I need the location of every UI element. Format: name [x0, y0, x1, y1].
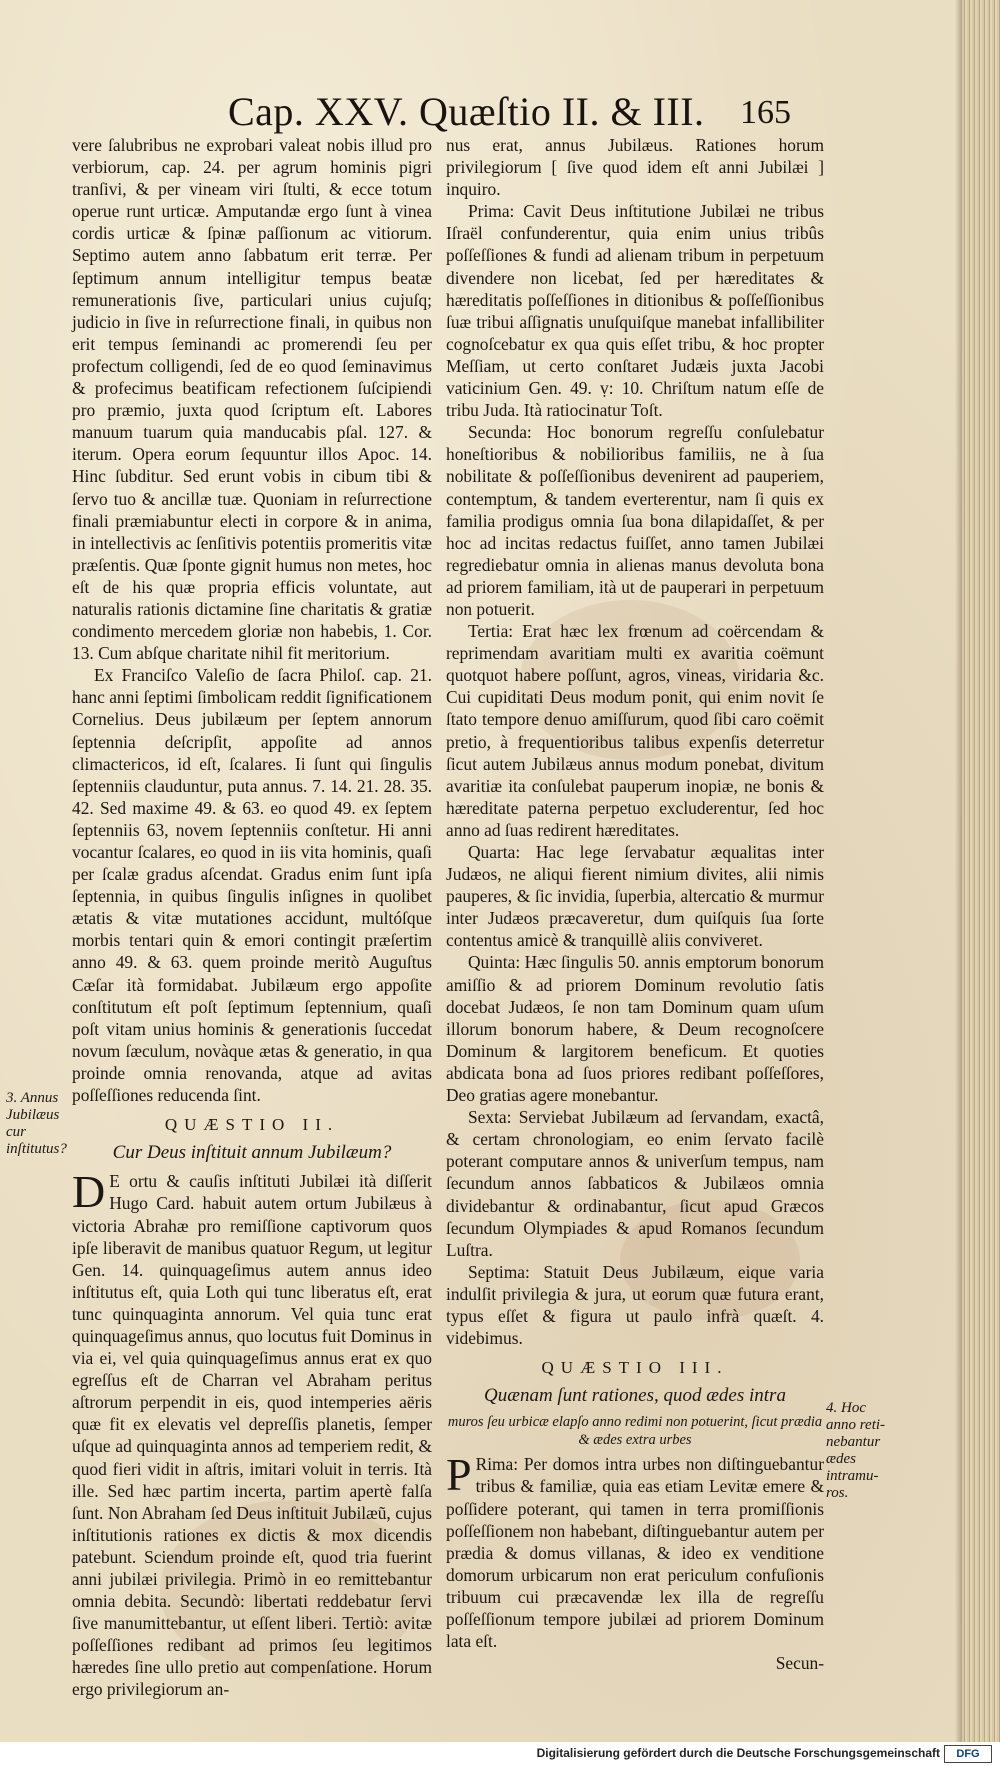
- paragraph: vere ſalubribus ne exprobari valeat nobis illud pro verbiorum, cap. 24. per agrum hominis pigri tranſivi, & per vineam viri ſtulti, & ecce totum operue runt urticæ. Amputandæ ergo ſunt à vinea cordis urticæ & ſpinæ paſſionum ac vitiorum. Septimo autem anno ſabbatum erit terræ. Per ſeptimum annum intelligitur tempus beatæ remunerationis ſive, particulari unius cujuſq; judicio in ſive in reſurrectione finali, in quibus non erit tempus ſeminandi ac promerendi ſeu per profectum colligendi, ſed de eo quod ſeminavimus & profecimus beatificam refectionem ſuſcipiendi pro præmio, juxta quod ſcriptum eſt. Labores manuum tuarum quia manducabis pſal. 127. & iterum. Opera eorum ſequuntur illos Apoc. 14. Hinc ſubditur. Sed erunt vobis in cibum tibi & ſervo tuo & ancillæ tuæ. Quoniam in reſurrectione finali præmiabuntur electi in corpore & in anima, in intellectivis ac ſenſitivis potentiis promeritis vitæ præſentis. Quæ ſponte gignit humus non metes, hoc eſt de his quæ propria efficis voluntate, aut naturalis rationis dictamine ſine charitatis & gratiæ condimento mercedem gloriæ non habebis, 1. Cor. 13. Cum abſque charitate nihil fit meritorium.: [72, 135, 432, 664]
- right-column: [446, 134, 824, 1674]
- question-subtitle: muros ſeu urbicæ elapſo anno redimi non potuerint, ſicut prædia & ædes extra urbes: [447, 1414, 823, 1449]
- paragraph: Quarta: Hac lege ſervabatur æqualitas inter Judæos, ne aliqui fierent nimium divites, alii nimis pauperes, & ſic invidia, ſuperbia, altercatio & murmur inter Judæos præcaveretur, dum quiſquis ſua ſorte contentus amicè & tranquillè aliis conviveret.: [446, 842, 824, 951]
- paragraph: Septima: Statuit Deus Jubilæum, eique varia indulſit privilegia & jura, ut eorum quæ futura erant, typus eſſet & figura ut paulo infrà quæſt. 4. videbimus.: [446, 1261, 824, 1349]
- paragraph: Secunda: Hoc bonorum regreſſu conſulebatur honeſtioribus & nobilioribus familiis, ne à ſua nobilitate & poſſeſſionibus devenirent ad pauperiem, contemptum, & tandem everterentur, nam ſi quis ex familia prodigus omnia ſua bona dilapidaſſet, & per hoc ad incitas redactus fuiſſet, anno tamen Jubilæi regrediebatur omnia in alienas manus devoluta bona ad priorem familiam, ità ut de pauperari in perpetuum non potuerit.: [446, 422, 824, 619]
- margin-note-right: 4. Hoc anno reti-nebantur ædes intramu-ros.: [826, 1400, 886, 1501]
- margin-note-left: 3. Annus Jubilæus cur inſtitutus?: [6, 1090, 67, 1157]
- paragraph: Sexta: Serviebat Jubilæum ad ſervandam, exactâ, & certam chronologiam, eo enim ſervato facilè poterant computare annos & univerſum tempus, nam ſecundum annos ſabbaticos & Jubilæos omnia dividebantur & ordinabantur, ſicut apud Græcos ſecundum Olympiades & apud Romanos ſecundum Luſtra.: [446, 1107, 824, 1260]
- catchword: Secun-: [775, 1653, 824, 1674]
- paragraph: Quinta: Hæc ſingulis 50. annis emptorum bonorum amiſſio & ad priorem Dominum revolutio ſatis docebat Judæos, ſe non tam Dominum quam uſum illorum bonorum habere, & Deum recognoſcere Dominum & largitorem beneficum. Et quoties abdicata bona ad ſuos priores redibant poſſeſſores, Deo gratias agere monebantur.: [446, 952, 824, 1106]
- paragraph-text: Rima: Per domos intra urbes non diſtinguebantur tribus & familiæ, quia eas etiam Levitæ emere & poſſidere poterant, qui tamen in terra promiſſionis poſſeſſionem non habebant, diſtinguebantur autem per prædia & domus villanas, & ideo ex venditione domorum urbicarum non erat periculum confuſionis tribuum cui præcavendæ lex illa de regreſſu poſſeſſionum tempore jubilæi ad priorem Dominum lata eſt.: [446, 1454, 824, 1652]
- paragraph: Tertia: Erat hæc lex frœnum ad coërcendam & reprimendam avaritiam multi ex avaritia coëmunt quotquot habere poſſunt, agros, vineas, viridaria &c. Cui cupiditati Deus modum ponit, qui enim novit ſe ſtato tempore denuo amiſſurum, quod ſibi caro coëmit pretio, à frequentioribus talibus expenſis deterretur ſicut autem Jubilæus annus modum ponebat, divitum avaritiæ ita conſulebat pauperum inopiæ, ne bonis & hæreditate paterna perpetuo excluderentur, ſed hoc anno ad ſuas redirent hæreditates.: [446, 621, 824, 840]
- drop-cap: D: [72, 1166, 106, 1218]
- left-column: [72, 134, 432, 1701]
- paragraph: nus erat, annus Jubilæus. Rationes horum privilegiorum [ ſive quod idem eſt anni Jubilæi ] inquiro.: [446, 135, 824, 200]
- drop-cap: P: [446, 1449, 472, 1501]
- question-heading: QUÆSTIO II.: [164, 1115, 340, 1135]
- running-head: Cap. XXV. Quæſtio II. & III.: [228, 89, 705, 134]
- page-number: 165: [740, 94, 791, 131]
- paragraph: Ex Franciſco Valeſio de ſacra Philoſ. cap. 21. hanc anni ſeptimi ſimbolicam reddit ſignificationem Cornelius. Deus jubilæum per ſeptem annorum ſeptennia deſcripſit, appoſite ad annos climactericos, id eſt, ſcalares. Ii ſunt qui ſingulis ſeptenniis clauduntur, puta annus. 7. 14. 21. 28. 35. 42. Sed maxime 49. & 63. eo quod 49. ex ſeptem ſeptenniis 63, novem ſeptenniis conſtetur. Hi anni vocantur ſcalares, eo quod in iis vita hominis, quaſi per ſcalæ gradus aſcendat. Gradus enim ſunt ipſa ſeptennia, in quibus ſingulis inſignes in quolibet ætatis & vitæ mutationes accidunt, multóſque morbis tentari quin & emori contingit præſertim anno 49. & 63. quem proinde meritò Auguſtus Cæſar ità formidabat. Jubilæum ergo appoſite conſtitutum eſt poſt ſeptimum ſeptennium, quaſi poſt vitam unius hominis & generationis ſuccedat novum ſæculum, novàque ætas & generatio, in qua proinde omnia renovanda, atque ad avitas poſſeſſiones reducenda ſint.: [72, 665, 432, 1106]
- question-title: Cur Deus inſtituit annum Jubilæum?: [112, 1142, 392, 1164]
- paragraph: [446, 1449, 824, 1652]
- footer-credit: Digitalisierung gefördert durch die Deutsche Forschungsgemeinschaft: [536, 1746, 940, 1760]
- paragraph-text: E ortu & cauſis inſtituti Jubilæi ità diſſerit Hugo Card. habuit autem ortum Jubilæus à victoria Abrahæ pro remiſſione captivorum quos ipſe liberavit de manibus quatuor Regum, ut legitur Gen. 14. quinquageſimus autem annus ideo inſtitutus eſt, quia Loth qui tunc liberatus eſt, erat tunc quinquaginta annorum. Vel quia tunc erat quinquageſimus annus, quo locutus fuit Dominus in via ei, vel quia quinquageſimus annus erat ex quo egreſſus eſt de Charran vel Abraham peritus aſtrorum perpendit in eis, quod intemperies aëris quæ fit ex elevatis vel depreſſis planetis, ſemper uſque ad quinquaginta annos ad temperiem redit, & quod fieri vidit in aſtris, imitari voluit in terris. Ità ille. Sed hæc partim incerta, partim apertè falſa ſunt. Non Abraham ſed Deus inſtituit Jubilæũ, cujus inſtitutionis rationes ex dictis & mox dicendis patebunt. Sciendum proinde eſt, quod tria fuerint anni jubilæi privilegia. Primò in eo remittebantur omnia debita. Secundò: libertati reddebatur ſervi ſive manumittebantur, ut eſſent liberi. Tertiò: avitæ poſſeſſiones redibant ad primos ſeu legitimos hæredes ſine ullo pretio aut compenſatione. Horum ergo privilegiorum an-: [72, 1171, 432, 1700]
- paragraph: Prima: Cavit Deus inſtitutione Jubilæi ne tribus Iſraël confunderentur, quia enim unius tribûs poſſeſſiones & fundi ad alienam tribum in perpetuum divendere non licebat, ſed per hæreditates & hæreditatis poſſeſſiones in ditionibus & poſſeſſionibus ſuæ tribui aſſignatis unuſquiſque manebat infallibiliter cognoſcebatur ex qua quis eſſet tribu, & hoc propter Meſſiam, ut certo conſtaret Judæis juxta Jacobi vaticinium Gen. 49. ṿ: 10. Chriſtum natum eſſe de tribu Juda. Ità ratiocinatur Toſt.: [446, 201, 824, 421]
- question-heading: QUÆSTIO III.: [541, 1358, 729, 1378]
- paragraph: [72, 1166, 432, 1700]
- dfg-logo: DFG: [944, 1745, 992, 1763]
- question-title: Quænam ſunt rationes, quod ædes intra: [484, 1385, 786, 1407]
- page-edges: [962, 0, 1000, 1742]
